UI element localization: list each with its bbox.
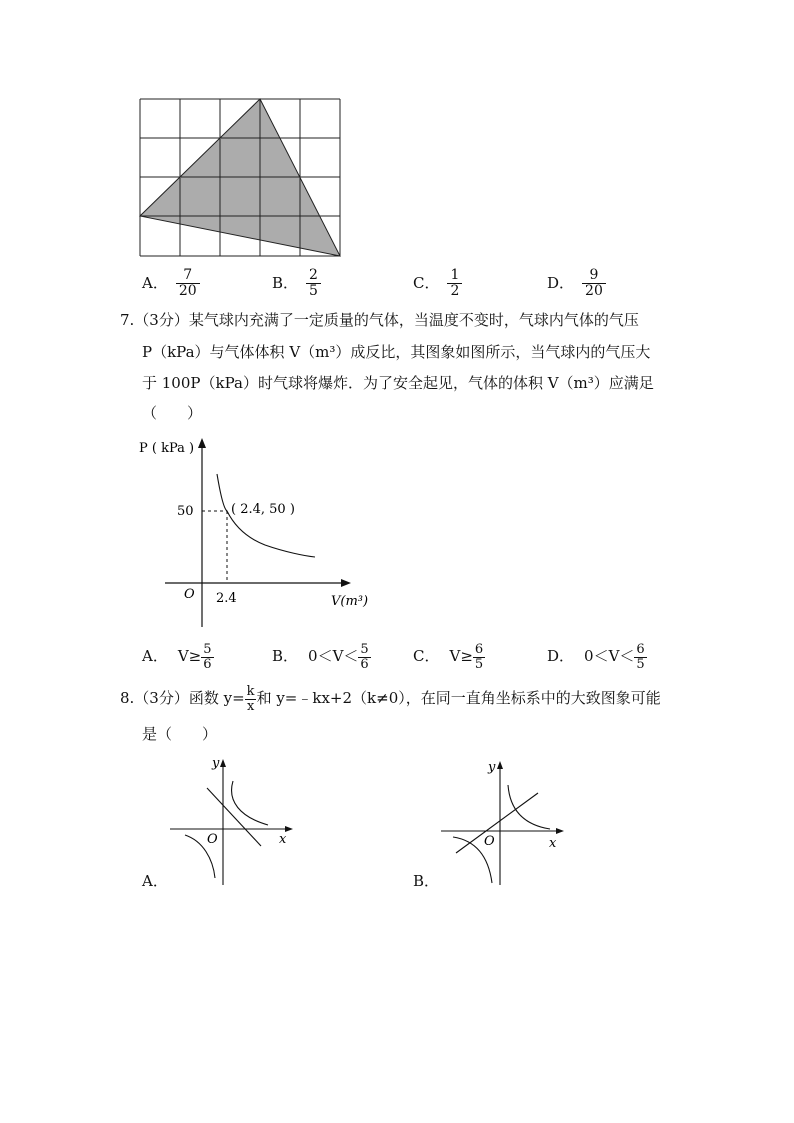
q8-graph-a[interactable]	[165, 755, 300, 890]
origin-label: O	[184, 587, 195, 602]
triangle-grid-figure	[138, 97, 344, 260]
y-axis-label: y	[488, 760, 496, 775]
q8-line-1: 8.（3分）函数 y= $\frac{k}{x}$ 和 y=﹣kx+2（k≠0），在同一直角坐标系中的大致图象可能	[120, 684, 661, 714]
fraction: $\frac{5}{6}$	[203, 642, 212, 672]
option-letter: B．	[272, 647, 299, 666]
q7-line-1: 7.（3分）某气球内充满了一定质量的气体，当温度不变时，气球内气体的气压	[120, 311, 639, 329]
q6-option-a[interactable]	[142, 268, 200, 300]
q7-option-b[interactable]: B． 0＜V＜ $\frac{5}{6}$	[272, 642, 369, 672]
x-axis-label: x	[549, 836, 557, 851]
q7-line-2: P（kPa）与气体体积 V（m³）成反比，其图象如图所示，当气球内的气压大	[142, 343, 651, 361]
q6-option-b[interactable]	[272, 268, 321, 300]
y-tick-label: 50	[177, 504, 194, 519]
x-axis-label: x	[279, 832, 287, 847]
fraction: $\frac{5}{6}$	[360, 642, 369, 672]
q6-option-c[interactable]	[413, 268, 462, 300]
option-letter: A．	[142, 273, 168, 292]
fraction: $\frac{2}{5}$	[306, 268, 321, 300]
fraction: $\frac{6}{5}$	[474, 642, 484, 672]
q7-option-c[interactable]: C． V≥ $\frac{6}{5}$	[413, 642, 484, 672]
option-letter: B．	[272, 273, 299, 292]
origin-label: O	[207, 832, 218, 847]
option-letter: D．	[547, 647, 575, 666]
line-graph	[456, 793, 538, 853]
x-axis-label: V(m³)	[331, 594, 369, 609]
q7-option-a[interactable]: A． V≥ $\frac{5}{6}$	[142, 642, 212, 672]
option-letter: C．	[413, 273, 440, 292]
q7-option-d[interactable]: D． 0＜V＜ $\frac{6}{5}$	[547, 642, 645, 672]
fraction: $\frac{k}{x}$	[246, 684, 255, 714]
x-tick-label: 2.4	[216, 591, 237, 606]
q8-option-a-label[interactable]: A．	[142, 872, 168, 890]
option-letter: A．	[142, 647, 168, 666]
y-axis-label: P ( kPa )	[139, 441, 195, 456]
pressure-volume-graph	[135, 432, 385, 632]
q6-option-d[interactable]	[547, 268, 606, 300]
q8-graph-b[interactable]	[438, 757, 573, 892]
y-axis-label: y	[212, 756, 220, 771]
hyperbola-branch-upper	[508, 785, 550, 829]
fraction: $\frac{1}{2}$	[447, 268, 462, 300]
q7-line-3: 于 100P（kPa）时气球将爆炸．为了安全起见，气体的体积 V（m³）应满足	[142, 374, 654, 392]
q7-line-4: （ ）	[142, 404, 203, 422]
q8-line-2: 是（ ）	[142, 725, 218, 743]
fraction: $\frac{6}{5}$	[636, 642, 645, 672]
option-letter: D．	[547, 273, 575, 292]
point-label: ( 2.4, 50 )	[231, 502, 295, 517]
q8-option-b-label[interactable]: B．	[413, 872, 440, 890]
fraction: $\frac{9}{20}$	[582, 268, 606, 300]
origin-label: O	[484, 834, 495, 849]
fraction: $\frac{7}{20}$	[176, 268, 200, 300]
option-letter: C．	[413, 647, 440, 666]
hyperbola-branch-upper	[232, 781, 268, 825]
